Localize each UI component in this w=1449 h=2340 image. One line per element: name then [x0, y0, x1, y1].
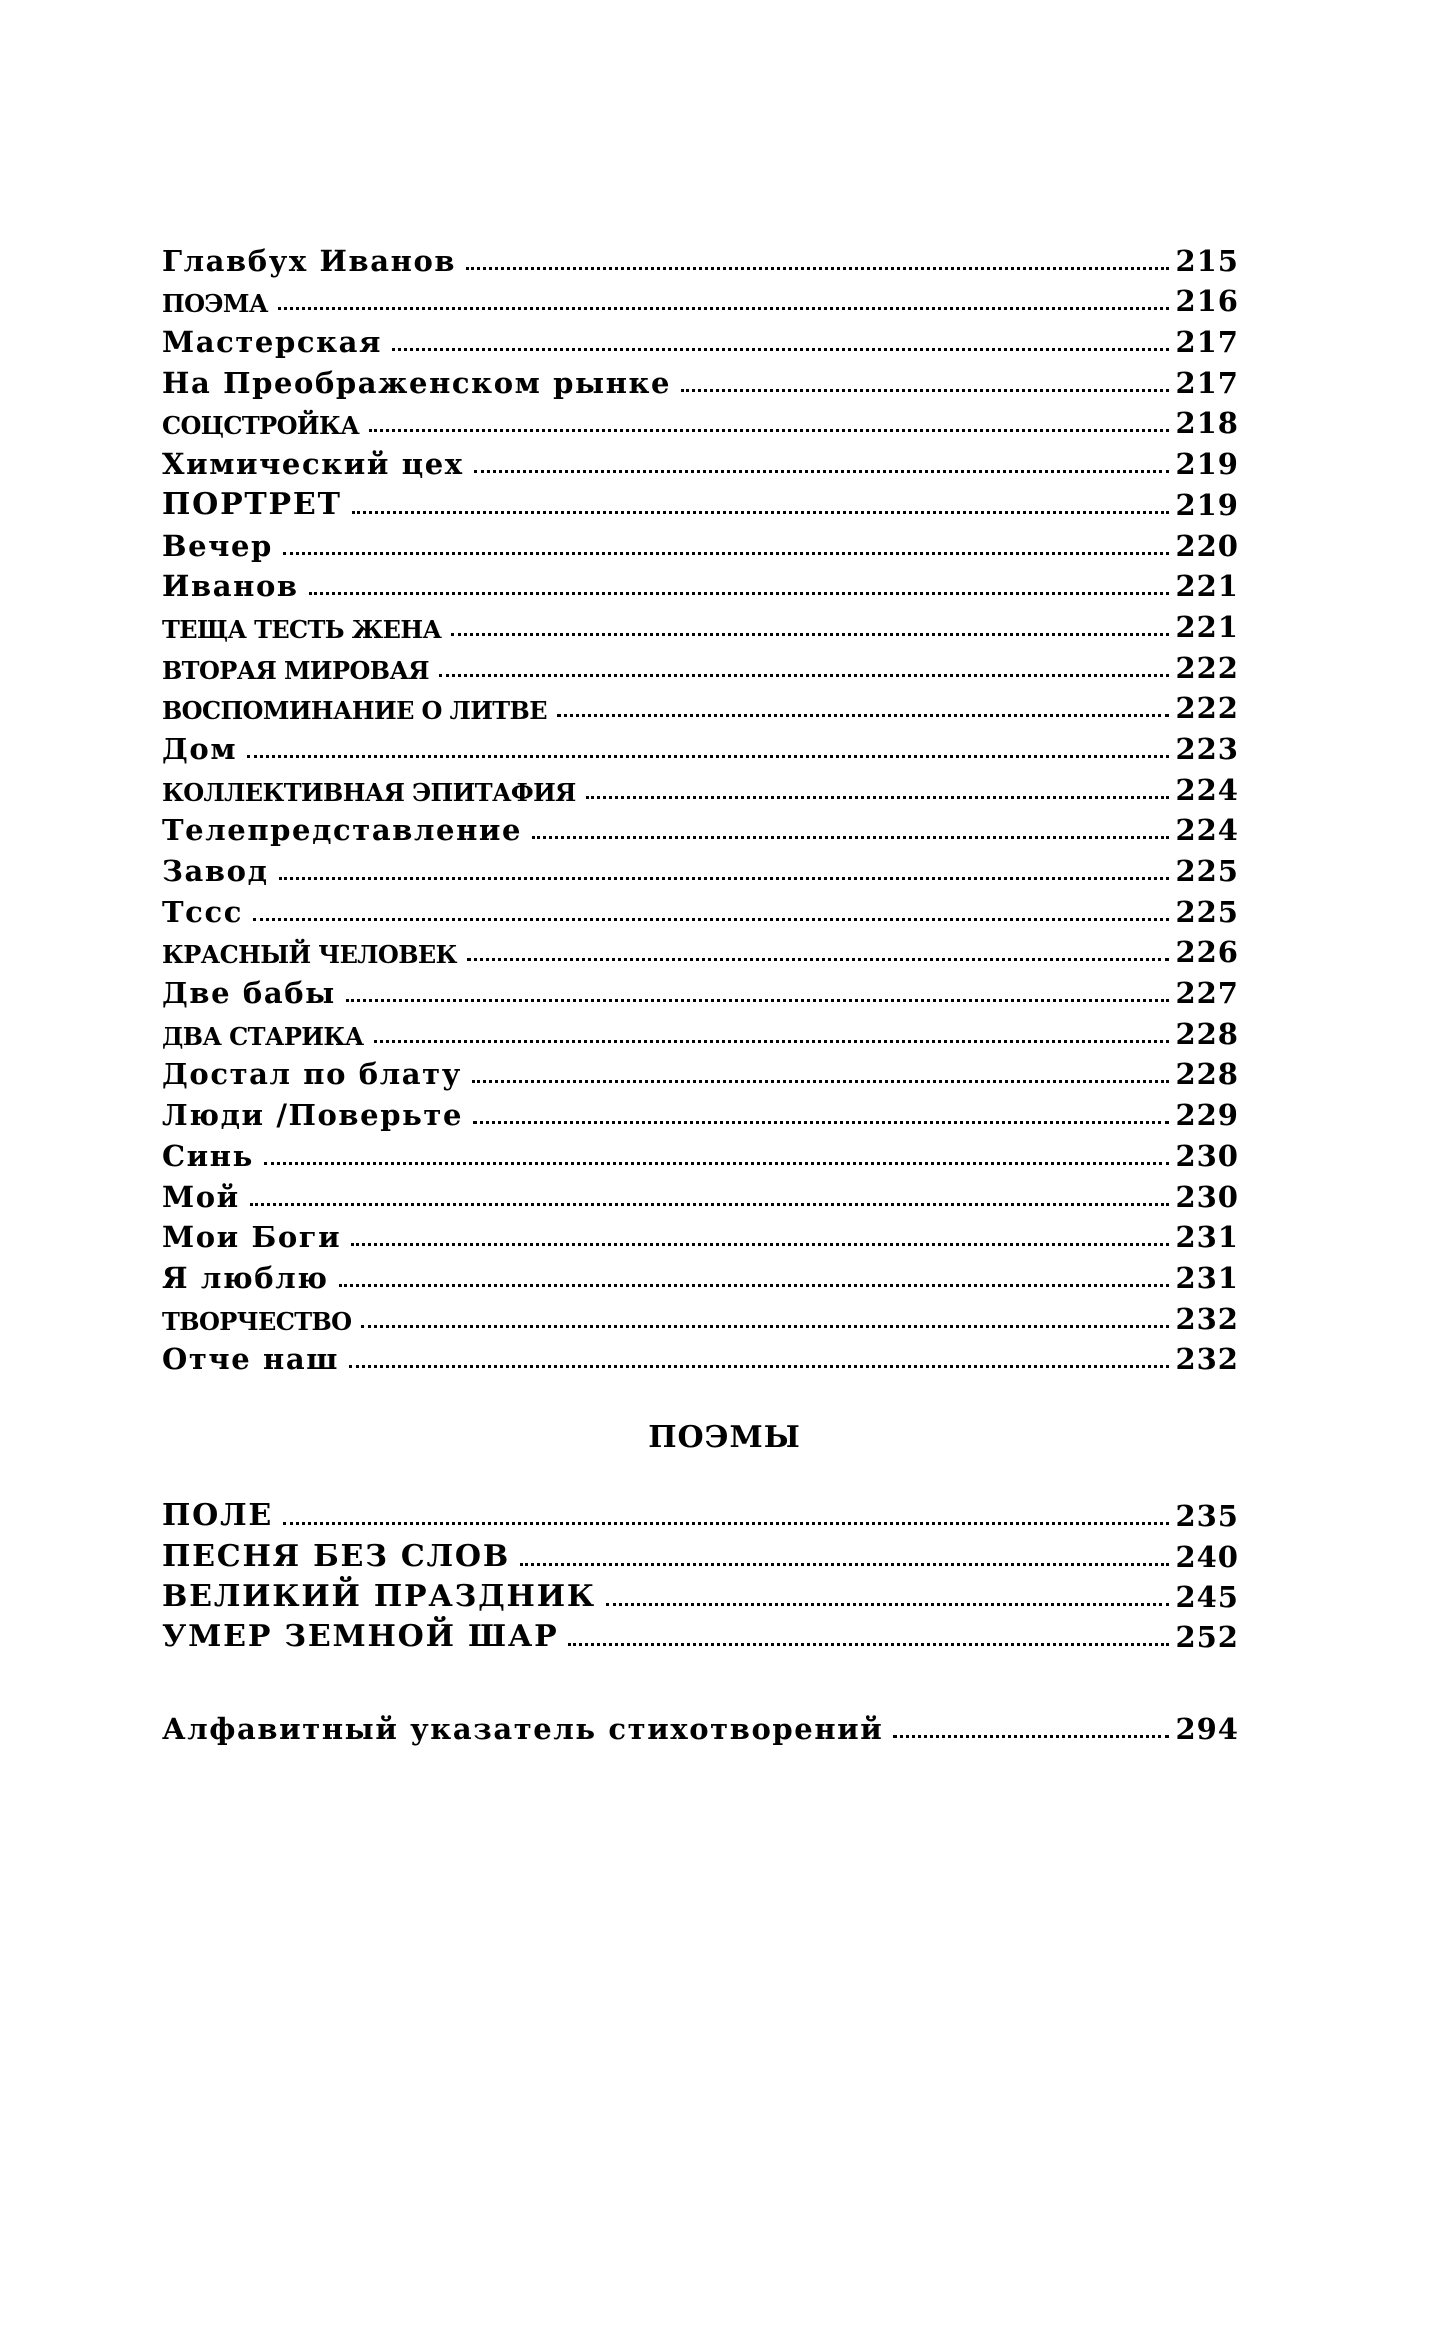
toc-entry	[162, 238, 1239, 279]
toc-entry-title: ПОЛЕ	[162, 1498, 274, 1534]
dot-leader	[467, 958, 1170, 961]
dot-leader	[520, 1563, 1169, 1566]
toc-entry-page: 230	[1175, 1138, 1239, 1173]
toc-entry-page: 230	[1175, 1179, 1239, 1214]
dot-leader	[278, 307, 1170, 310]
toc-entry-title: ПОЭМА	[162, 289, 268, 319]
toc-entry	[162, 1215, 1239, 1256]
dot-leader	[606, 1603, 1170, 1606]
toc-entry	[162, 1337, 1239, 1378]
toc-entry	[162, 1092, 1239, 1133]
toc-entry-title: Мой	[162, 1179, 240, 1214]
toc-entry	[162, 1706, 1239, 1747]
toc-index-list	[162, 1706, 1239, 1747]
toc-entry-title: Иванов	[162, 569, 299, 604]
toc-entry-title: Телепредставление	[162, 813, 523, 848]
toc-entry	[162, 1174, 1239, 1215]
toc-entry	[162, 1052, 1239, 1093]
toc-entry-page: 294	[1175, 1711, 1239, 1746]
toc-entry-title: Отче наш	[162, 1342, 339, 1377]
toc-entry-page: 245	[1175, 1579, 1239, 1614]
toc-entry-title: ДВА СТАРИКА	[162, 1021, 364, 1051]
toc-entry	[162, 279, 1239, 320]
toc-entry	[162, 1615, 1239, 1655]
dot-leader	[681, 389, 1169, 392]
toc-entry-page: 226	[1175, 935, 1239, 970]
toc-entry-page: 224	[1175, 813, 1239, 848]
toc-entry-title: Две бабы	[162, 976, 336, 1011]
toc-entry-page: 219	[1175, 487, 1239, 522]
toc-entry-page: 228	[1175, 1057, 1239, 1092]
toc-entry	[162, 1133, 1239, 1174]
toc-entry	[162, 1296, 1239, 1337]
toc-entry-page: 217	[1175, 325, 1239, 360]
dot-leader	[466, 267, 1169, 270]
toc-entry-page: 231	[1175, 1260, 1239, 1295]
toc-entry-title: Вечер	[162, 528, 273, 563]
toc-entry-page: 228	[1175, 1016, 1239, 1051]
toc-entry	[162, 1534, 1239, 1574]
dot-leader	[473, 1121, 1169, 1124]
dot-leader	[893, 1735, 1169, 1738]
toc-entry-title: Завод	[162, 854, 269, 888]
toc-entry	[162, 970, 1239, 1011]
dot-leader	[250, 1203, 1170, 1206]
dot-leader	[247, 755, 1169, 758]
toc-entry-title: КРАСНЫЙ ЧЕЛОВЕК	[162, 940, 457, 970]
toc-entry-page: 252	[1175, 1620, 1239, 1655]
toc-entry	[162, 726, 1239, 767]
toc-entry-page: 231	[1175, 1220, 1239, 1255]
dot-leader	[472, 1080, 1170, 1083]
dot-leader	[349, 1365, 1169, 1368]
dot-leader	[309, 592, 1170, 595]
toc-entry-page: 215	[1175, 243, 1239, 278]
dot-leader	[439, 674, 1169, 677]
toc-entry-page: 221	[1175, 569, 1239, 604]
toc-entry-title: Химический цех	[162, 447, 464, 482]
toc-entry	[162, 441, 1239, 482]
toc-entry	[162, 523, 1239, 564]
toc-entry	[162, 1011, 1239, 1052]
toc-entry-page: 220	[1175, 528, 1239, 563]
toc-entry	[162, 401, 1239, 442]
toc-entry	[162, 482, 1239, 523]
toc-entry-page: 224	[1175, 772, 1239, 807]
toc-entry	[162, 319, 1239, 360]
toc-list	[162, 238, 1239, 1377]
toc-entry	[162, 604, 1239, 645]
toc-entry-title: ПЕСНЯ БЕЗ СЛОВ	[162, 1538, 510, 1574]
toc-entry-page: 216	[1175, 284, 1239, 319]
toc-entry-title: Алфавитный указатель стихотворений	[162, 1711, 884, 1746]
toc-entry-title: ПОРТРЕТ	[162, 486, 342, 522]
toc-entry-title: Мои Боги	[162, 1220, 342, 1255]
toc-entry-title: Достал по блату	[162, 1057, 462, 1092]
dot-leader	[568, 1643, 1169, 1646]
toc-entry-page: 235	[1175, 1499, 1239, 1534]
toc-entry-title: Я люблю	[162, 1260, 329, 1295]
toc-entry-page: 217	[1175, 365, 1239, 400]
section-title: ПОЭМЫ	[648, 1420, 801, 1455]
dot-leader	[346, 999, 1170, 1002]
toc-entry-page: 225	[1175, 894, 1239, 929]
dot-leader	[392, 348, 1169, 351]
toc-entry	[162, 1575, 1239, 1615]
dot-leader	[339, 1284, 1170, 1287]
dot-leader	[352, 511, 1170, 514]
dot-leader	[474, 470, 1170, 473]
toc-entry-title: ВЕЛИКИЙ ПРАЗДНИК	[162, 1578, 596, 1614]
dot-leader	[279, 877, 1170, 880]
dot-leader	[253, 918, 1169, 921]
dot-leader	[586, 796, 1170, 799]
toc-entry	[162, 930, 1239, 971]
toc-entry-page: 240	[1175, 1539, 1239, 1574]
toc-entry-title: УМЕР ЗЕМНОЙ ШАР	[162, 1619, 559, 1655]
toc-entry	[162, 767, 1239, 808]
toc-entry	[162, 1494, 1239, 1534]
toc-entry	[162, 1255, 1239, 1296]
toc-entry-page: 219	[1175, 447, 1239, 482]
toc-entry-title: ВТОРАЯ МИРОВАЯ	[162, 655, 429, 685]
toc-entry-title: КОЛЛЕКТИВНАЯ ЭПИТАФИЯ	[162, 777, 576, 807]
toc-entry	[162, 808, 1239, 849]
toc-entry-title: Синь	[162, 1138, 254, 1173]
dot-leader	[361, 1325, 1169, 1328]
dot-leader	[283, 1522, 1169, 1525]
toc-entry-page: 222	[1175, 691, 1239, 726]
toc-entry	[162, 645, 1239, 686]
toc-entry-title: ТЕЩА ТЕСТЬ ЖЕНА	[162, 614, 442, 644]
toc-entry-page: 225	[1175, 854, 1239, 888]
dot-leader	[451, 633, 1169, 636]
toc-entry	[162, 848, 1239, 889]
dot-leader	[557, 714, 1170, 717]
dot-leader	[351, 1243, 1169, 1246]
dot-leader	[374, 1040, 1170, 1043]
dot-leader	[264, 1162, 1170, 1165]
toc-entry-title: Главбух Иванов	[162, 243, 457, 278]
dot-leader	[532, 836, 1169, 839]
toc-entry	[162, 889, 1239, 930]
toc-entry-page: 232	[1175, 1342, 1239, 1377]
toc-entry-page: 227	[1175, 976, 1239, 1011]
dot-leader	[283, 552, 1170, 555]
toc-entry-title: ВОСПОМИНАНИЕ О ЛИТВЕ	[162, 696, 547, 726]
toc-poems-list	[162, 1494, 1239, 1655]
toc-entry-page: 221	[1175, 609, 1239, 644]
toc-entry-title: Люди /Поверьте	[162, 1098, 464, 1133]
toc-entry-page: 218	[1175, 406, 1239, 441]
toc-entry	[162, 360, 1239, 401]
toc-entry	[162, 564, 1239, 605]
dot-leader	[369, 429, 1169, 432]
toc-entry-title: Дом	[162, 731, 238, 766]
toc-entry-page: 229	[1175, 1098, 1239, 1133]
toc-entry	[162, 686, 1239, 727]
toc-entry-title: ТВОРЧЕСТВО	[162, 1306, 352, 1336]
toc-entry-title: На Преображенском рынке	[162, 365, 672, 400]
toc-entry-page: 232	[1175, 1301, 1239, 1336]
toc-entry-title: СОЦСТРОЙКА	[162, 411, 360, 441]
toc-entry-page: 223	[1175, 731, 1239, 766]
toc-entry-title: Мастерская	[162, 325, 383, 360]
toc-entry-page: 222	[1175, 650, 1239, 685]
toc-entry-title: Тссс	[162, 894, 243, 929]
